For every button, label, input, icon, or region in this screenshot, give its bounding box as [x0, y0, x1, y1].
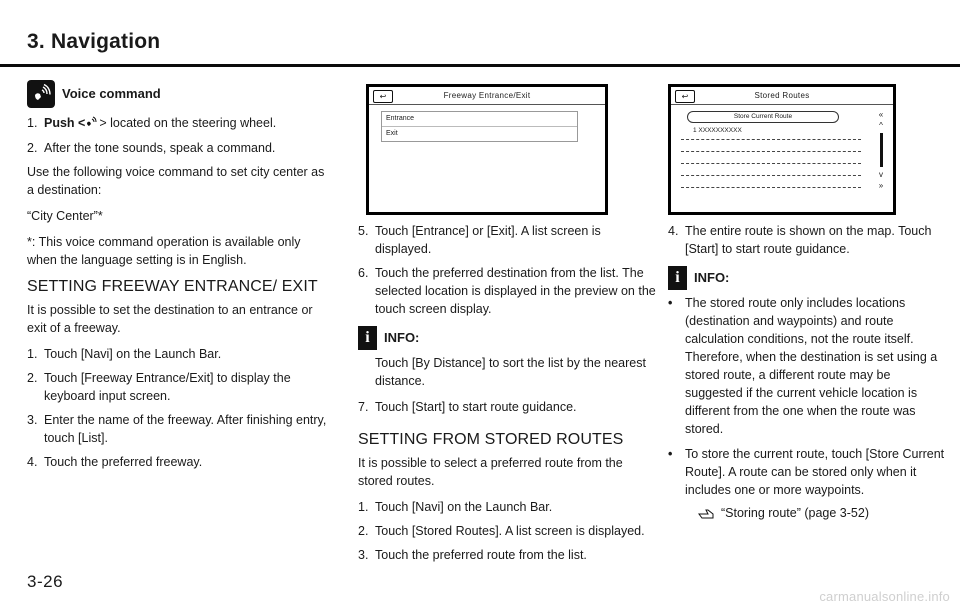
info-text: Touch [By Distance] to sort the list by the nearest distance. — [375, 356, 646, 388]
chapter-title: 3. Navigation — [27, 30, 161, 53]
list-item: 2. After the tone sounds, speak a command. — [27, 140, 276, 155]
info-icon: i — [668, 266, 687, 290]
voice-command-heading — [27, 80, 327, 108]
column-right — [668, 222, 950, 522]
pointing-hand-icon — [698, 507, 716, 519]
list-item: 4. Touch the preferred freeway. — [27, 454, 203, 469]
list-item: 1. Touch [Navi] on the Launch Bar. — [358, 500, 553, 514]
scroll-down-icon: v — [879, 170, 883, 179]
back-icon: ↩ — [675, 90, 695, 103]
footnote: *: This voice command operation is available only when the language setting is in English. — [27, 234, 301, 267]
info-heading: i INFO: — [358, 326, 658, 350]
list-item: 1. Push < > located on the steering wheel. — [27, 114, 327, 133]
list-item: 7. Touch [Start] to start route guidance. — [358, 400, 577, 414]
back-icon: ↩ — [373, 90, 393, 103]
list-item: • The stored route only includes locations (destination and waypoints) and route calculation conditions, not the route itself. Therefore, when the destination is set using a stored route, a different route may be suggested if the current vehicle location is different from the one when the route was stored. — [668, 296, 938, 436]
scroll-up-icon: ^ — [879, 121, 883, 130]
list-item: 4. The entire route is shown on the map. Touch [Start] to start route guidance. — [668, 224, 932, 256]
section-heading-stored-routes: SETTING FROM STORED ROUTES — [358, 431, 624, 448]
page-number: 3-26 — [27, 572, 64, 591]
freeway-screen-illustration — [366, 84, 608, 215]
paragraph: Use the following voice command to set city center as a destination: — [27, 164, 325, 197]
screen-title: Freeway Entrance/Exit — [443, 91, 531, 100]
screen-list-item: Exit — [386, 130, 398, 137]
store-current-route-button: Store Current Route — [687, 111, 839, 123]
column-middle — [358, 222, 658, 570]
list-item: 5. Touch [Entrance] or [Exit]. A list screen is displayed. — [358, 224, 601, 256]
page-up-icon: « — [878, 110, 884, 119]
page-reference[interactable]: “Storing route” (page 3-52) — [698, 504, 950, 522]
paragraph: It is possible to set the destination to an entrance or exit of a freeway. — [27, 302, 313, 335]
voice-quote: “City Center”* — [27, 208, 103, 223]
page-down-icon: » — [878, 181, 884, 190]
voice-command-title: Voice command — [62, 86, 161, 101]
list-item: 1. Touch [Navi] on the Launch Bar. — [27, 346, 222, 361]
page-header — [0, 0, 960, 70]
list-item: 6. Touch the preferred destination from the list. The selected location is displayed in the preview on the touch screen display. — [358, 266, 656, 316]
list-item: 2. Touch [Freeway Entrance/Exit] to display the keyboard input screen. — [27, 370, 291, 403]
list-item: 3. Enter the name of the freeway. After finishing entry, touch [List]. — [27, 412, 327, 445]
paragraph: It is possible to select a preferred route from the stored routes. — [358, 456, 623, 488]
screen-empty-rows — [681, 139, 861, 199]
voice-command-icon — [27, 80, 55, 108]
info-icon: i — [358, 326, 377, 350]
steering-voice-icon — [85, 115, 99, 133]
header-rule — [0, 64, 960, 67]
screen-list-item: 1 XXXXXXXXXX — [693, 127, 742, 134]
watermark: carmanualsonline.info — [819, 589, 950, 604]
screen-list — [381, 111, 578, 142]
list-item: 3. Touch the preferred route from the list. — [358, 548, 587, 562]
screen-list-item: Entrance — [382, 112, 577, 127]
list-item: 2. Touch [Stored Routes]. A list screen is displayed. — [358, 524, 645, 538]
column-left — [27, 80, 327, 477]
list-item: • To store the current route, touch [Store Current Route]. A route can be stored only when it includes one or more waypoints. — [668, 447, 945, 497]
scrollbar — [880, 133, 883, 167]
screen-title: Stored Routes — [754, 91, 810, 100]
stored-routes-screen-illustration — [668, 84, 896, 215]
scroll-controls — [875, 109, 887, 191]
section-heading-freeway: SETTING FREEWAY ENTRANCE/ EXIT — [27, 277, 318, 295]
info-heading: i INFO: — [668, 266, 950, 290]
